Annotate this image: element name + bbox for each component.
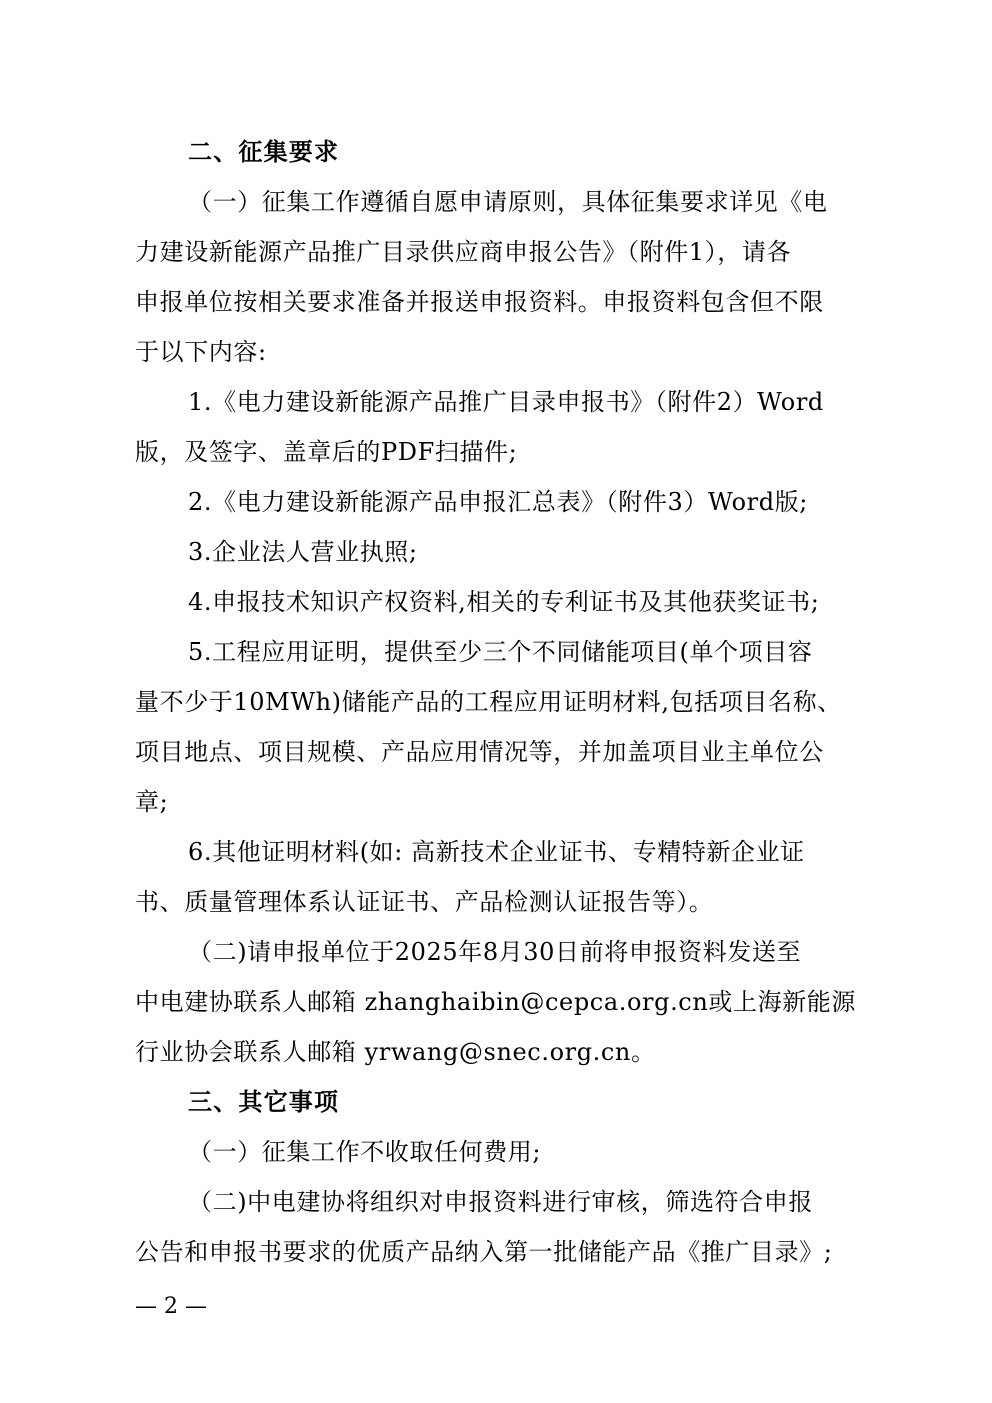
list-item-line: 章; <box>135 788 169 816</box>
list-item-line: 2.《电力建设新能源产品申报汇总表》（附件3）Word版; <box>188 488 808 516</box>
list-item-line: 1.《电力建设新能源产品推广目录申报书》（附件2）Word <box>188 388 824 416</box>
paragraph-line: 申报单位按相关要求准备并报送申报资料。申报资料包含但不限 <box>135 288 824 316</box>
paragraph-line: 行业协会联系人邮箱 yrwang@snec.org.cn。 <box>135 1038 656 1066</box>
list-item-line: 6.其他证明材料(如: 高新技术企业证书、专精特新企业证 <box>188 838 805 866</box>
paragraph-line: 中电建协联系人邮箱 zhanghaibin@cepca.org.cn或上海新能源 <box>135 988 856 1016</box>
list-item-line: 5.工程应用证明，提供至少三个不同储能项目(单个项目容 <box>188 638 813 666</box>
list-item-line: 项目地点、项目规模、产品应用情况等，并加盖项目业主单位公 <box>135 738 824 766</box>
paragraph-line: 力建设新能源产品推广目录供应商申报公告》（附件1），请各 <box>135 238 792 266</box>
list-item-line: 3.企业法人营业执照; <box>188 538 418 566</box>
page-number: — 2 — <box>135 1294 207 1319</box>
paragraph-line: （二)中电建协将组织对申报资料进行审核，筛选符合申报 <box>188 1188 813 1216</box>
section2-heading: 二、征集要求 <box>188 137 340 166</box>
list-item-line: 4.申报技术知识产权资料,相关的专利证书及其他获奖证书; <box>188 588 820 616</box>
paragraph-line: （一）征集工作遵循自愿申请原则，具体征集要求详见《电 <box>188 188 828 216</box>
list-item-line: 书、质量管理体系认证证书、产品检测认证报告等）。 <box>135 888 714 916</box>
section3-heading: 三、其它事项 <box>188 1087 340 1116</box>
list-item-line: 量不少于10MWh)储能产品的工程应用证明材料,包括项目名称、 <box>135 688 842 716</box>
list-item-line: 版，及签字、盖章后的PDF扫描件; <box>135 438 518 466</box>
paragraph-line: 公告和申报书要求的优质产品纳入第一批储能产品《推广目录》; <box>135 1238 833 1266</box>
paragraph-line: （二)请申报单位于2025年8月30日前将申报资料发送至 <box>188 938 802 966</box>
paragraph-line: （一）征集工作不收取任何费用; <box>188 1138 542 1166</box>
paragraph-line: 于以下内容: <box>135 338 267 366</box>
